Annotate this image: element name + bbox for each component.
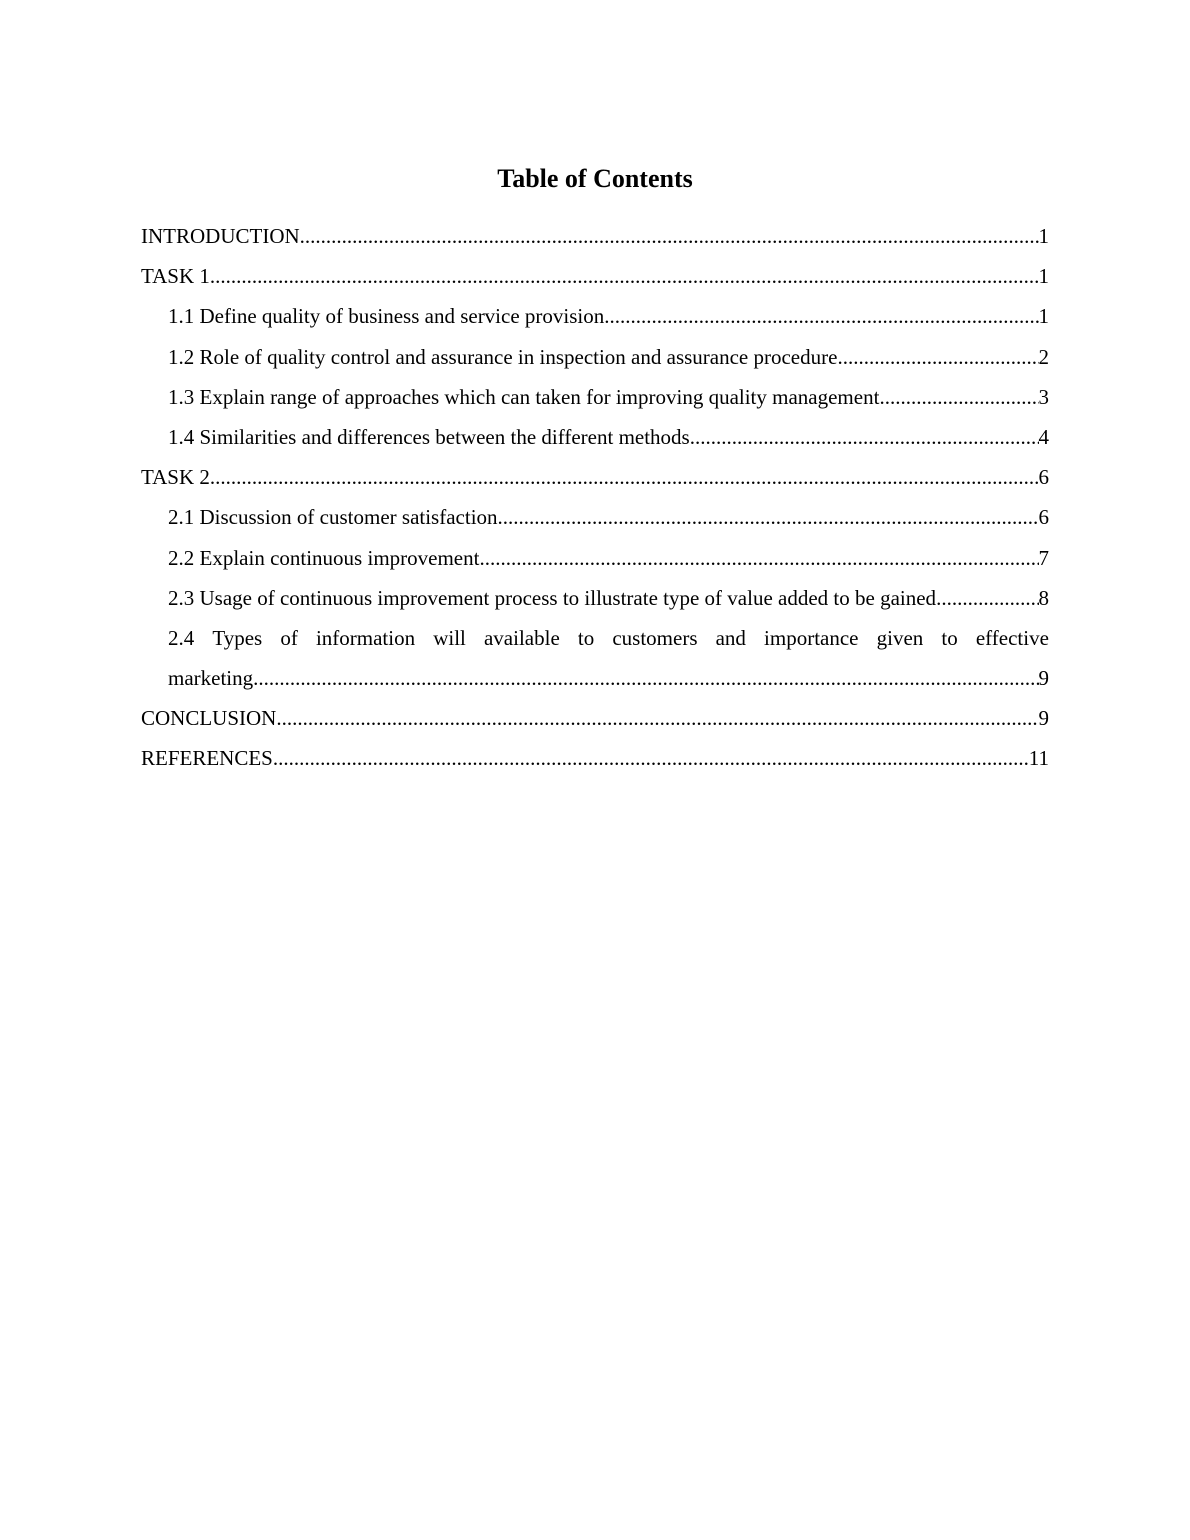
toc-entry-1-4[interactable] [141, 417, 1049, 457]
toc-word: effective [975, 625, 1049, 650]
toc-entry-page: 9 [1038, 706, 1049, 731]
toc-entry-label: 1.1 Define quality of business and service provision [168, 304, 605, 329]
dot-leader [498, 497, 1039, 537]
toc-entry-label: 2.3 Usage of continuous improvement process to illustrate type of value added to be gained [168, 585, 937, 610]
toc-entry-label: 1.2 Role of quality control and assurance in inspection and assurance procedure [168, 344, 838, 369]
dot-leader [604, 296, 1038, 336]
toc-entry-page: 4 [1038, 424, 1049, 449]
toc-entry-page: 7 [1038, 545, 1049, 570]
toc-word: available [483, 625, 560, 650]
toc-entry-label: TASK 2 [141, 465, 210, 490]
toc-entry-page: 1 [1038, 304, 1049, 329]
toc-word: importance [764, 625, 859, 650]
toc-word: of [280, 625, 298, 650]
dot-leader [273, 738, 1029, 778]
toc-entry-label: 2.2 Explain continuous improvement [168, 545, 480, 570]
toc-entry-2-3[interactable] [141, 578, 1049, 618]
dot-leader [690, 417, 1039, 457]
toc-entry-task-1[interactable] [141, 256, 1049, 296]
toc-entry-2-4-line-1[interactable] [141, 618, 1049, 658]
toc-entry-label: CONCLUSION [141, 706, 277, 731]
dot-leader [253, 658, 1038, 698]
toc-entry-label: TASK 1 [141, 264, 210, 289]
toc-entry-page: 1 [1038, 264, 1049, 289]
toc-entry-1-2[interactable] [141, 337, 1049, 377]
toc-entry-label: 2.1 Discussion of customer satisfaction [168, 505, 498, 530]
toc-entry-2-4-line-2[interactable] [141, 658, 1049, 698]
toc-entry-label: 1.4 Similarities and differences between the different methods [168, 424, 690, 449]
toc-entry-references[interactable] [141, 738, 1049, 778]
toc-entry-page: 9 [1038, 666, 1049, 691]
toc-entry-page: 1 [1038, 224, 1049, 248]
toc-entry-conclusion[interactable] [141, 698, 1049, 738]
toc-word: 2.4 [168, 625, 195, 650]
dot-leader [936, 578, 1038, 618]
toc-entry-label: 1.3 Explain range of approaches which can taken for improving quality management [168, 384, 880, 409]
toc-word: information [315, 625, 416, 650]
dot-leader [837, 337, 1038, 377]
toc-word: and [715, 625, 746, 650]
toc-entry-task-2[interactable] [141, 457, 1049, 497]
toc-entry-page: 6 [1038, 465, 1049, 490]
dot-leader [276, 698, 1038, 738]
toc-entry-page: 8 [1038, 585, 1049, 610]
toc-word: will [433, 625, 466, 650]
toc-entry-2-1[interactable] [141, 497, 1049, 537]
toc-entry-page: 11 [1028, 746, 1049, 771]
toc-word: given [876, 625, 924, 650]
toc-entry-label: marketing [168, 666, 254, 691]
dot-leader [210, 256, 1039, 296]
toc-word: Types [212, 625, 263, 650]
toc-entry-label: INTRODUCTION [141, 224, 300, 248]
toc-entry-page: 3 [1038, 384, 1049, 409]
toc-entry-introduction[interactable] [141, 216, 1049, 256]
toc-entry-label: REFERENCES [141, 746, 273, 771]
toc-word: customers [612, 625, 698, 650]
toc-word: to [941, 625, 958, 650]
dot-leader [210, 457, 1039, 497]
toc-list [141, 216, 1049, 779]
toc-word: to [577, 625, 595, 650]
toc-title: Table of Contents [497, 164, 693, 193]
dot-leader [879, 377, 1038, 417]
toc-entry-2-2[interactable] [141, 538, 1049, 578]
toc-entry-page: 2 [1038, 344, 1049, 369]
dot-leader [479, 538, 1038, 578]
toc-entry-1-1[interactable] [141, 296, 1049, 336]
toc-entry-1-3[interactable] [141, 377, 1049, 417]
toc-entry-page: 6 [1038, 505, 1049, 530]
dot-leader [300, 216, 1039, 256]
